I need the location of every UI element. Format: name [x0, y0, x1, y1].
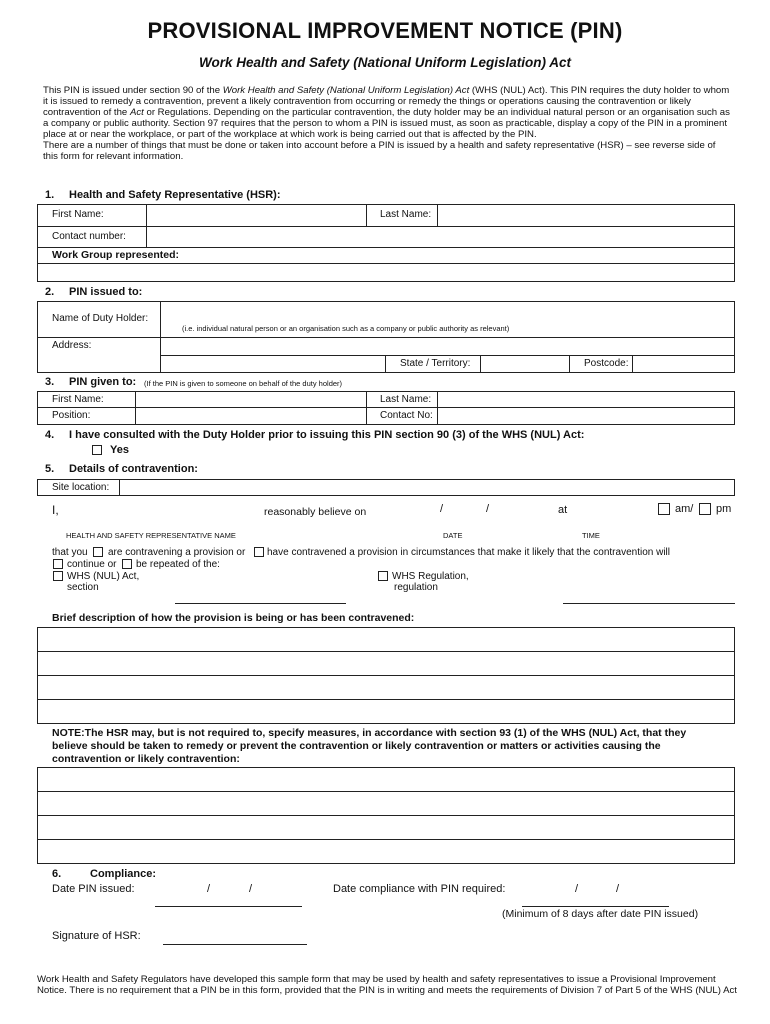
postcode-input[interactable] [633, 356, 734, 372]
state-input[interactable] [481, 356, 568, 372]
whs-regulation-checkbox[interactable] [378, 571, 388, 581]
date-issued-label: Date PIN issued: [52, 883, 135, 895]
brief-description-heading: Brief description of how the provision is being or has been contravened: [52, 612, 415, 624]
position-input[interactable] [136, 408, 365, 424]
contravention-date-input[interactable] [400, 500, 520, 518]
date-slash-1: / [440, 503, 444, 515]
section-2-heading: PIN issued to: [69, 286, 143, 298]
intro-paragraph-1 [43, 85, 733, 140]
divider [385, 355, 386, 373]
hsr-name-caption: HEALTH AND SAFETY REPRESENTATIVE NAME [66, 531, 236, 540]
duty-holder-input[interactable] [161, 302, 734, 322]
site-location-input[interactable] [120, 480, 734, 495]
page-title: PROVISIONAL IMPROVEMENT NOTICE (PIN) [147, 18, 623, 43]
issued-slash-2: / [249, 883, 253, 895]
given-first-name-input[interactable] [136, 392, 365, 406]
divider [366, 204, 367, 226]
reasonably-believe-label: reasonably believe on [264, 506, 367, 518]
hsr-contact-number-input[interactable] [147, 227, 734, 246]
work-group-input[interactable] [38, 264, 734, 281]
section-4-heading: I have consulted with the Duty Holder prior to issuing this PIN section 90 (3) of the WHS (NUL) Act: [69, 429, 585, 441]
section-5-number: 5. [45, 463, 55, 475]
footer-text: Work Health and Safety Regulators have developed this sample form that may be used by health and safety representatives to issue a Provisional Improvement Notice. There is no requirement that a PIN be in this form, provided that the PIN is in writing and meets the requirements of Division 7 of Part 5 of the WHS (NUL) Act [37, 974, 737, 996]
site-location-label: Site location: [52, 482, 110, 493]
postcode-label: Postcode: [584, 358, 629, 369]
required-slash-1: / [575, 883, 579, 895]
issued-slash-1: / [207, 883, 211, 895]
consulted-yes-checkbox[interactable] [92, 445, 102, 455]
given-first-name-label: First Name: [52, 394, 104, 405]
at-label: at [558, 504, 568, 516]
date-slash-2: / [486, 503, 490, 515]
hsr-first-name-input[interactable] [147, 205, 365, 225]
position-label: Position: [52, 410, 91, 421]
address-input[interactable] [161, 338, 734, 354]
divider [37, 699, 735, 700]
pm-checkbox[interactable] [699, 503, 711, 515]
intro-act-name: Work Health and Safety (National Uniform Legislation) Act [222, 85, 470, 96]
continue-label: continue or [67, 559, 117, 570]
section-3-hint: (If the PIN is given to someone on behalf of the duty holder) [144, 379, 343, 388]
divider [366, 391, 367, 425]
state-label: State / Territory: [400, 358, 471, 369]
section-6-heading: Compliance: [90, 868, 157, 880]
section-6-number: 6. [52, 868, 62, 880]
i-label: I, [52, 503, 59, 517]
section-label: section [67, 582, 99, 593]
pm-label: pm [716, 503, 732, 515]
required-slash-2: / [616, 883, 620, 895]
intro-act-word: Act [129, 107, 144, 118]
section-3-heading: PIN given to: [69, 376, 137, 388]
that-you-label: that you [52, 547, 88, 558]
section-1-number: 1. [45, 189, 55, 201]
note-text: NOTE:The HSR may, but is not required to, specify measures, in accordance with section 93 (1) of the WHS (NUL) Act, that they believe should be taken to remedy or prevent the contravention or likely contravention or matters or activities causing the contravention or likely contravention: [52, 727, 687, 765]
intro-paragraph-2: There are a number of things that must be done or taken into account before a PIN is issued by a health and safety representative (HSR) – see reverse side of this form for relevant information. [43, 140, 716, 162]
address-label: Address: [52, 340, 92, 351]
page-subtitle: Work Health and Safety (National Uniform Legislation) Act [198, 55, 572, 70]
time-caption: TIME [582, 531, 600, 540]
have-contravened-label: have contravened a provision in circumstances that make it likely that the contravention will [267, 547, 670, 558]
divider [37, 791, 735, 792]
date-caption: DATE [443, 531, 463, 540]
divider [569, 355, 570, 373]
minimum-days-note: (Minimum of 8 days after date PIN issued) [502, 908, 699, 920]
section-4-number: 4. [45, 429, 55, 441]
whs-act-checkbox[interactable] [53, 571, 63, 581]
consulted-yes-label: Yes [110, 444, 129, 456]
hsr-last-name-input[interactable] [438, 205, 734, 225]
section-number-line[interactable] [175, 603, 346, 604]
divider [37, 839, 735, 840]
given-last-name-input[interactable] [438, 392, 734, 406]
section-1-heading: Health and Safety Representative (HSR): [69, 189, 281, 201]
intro-text-a: This PIN is issued under section 90 of the [43, 85, 223, 96]
divider [37, 651, 735, 652]
hsr-first-name-label: First Name: [52, 209, 104, 220]
am-label: am/ [675, 503, 694, 515]
given-last-name-label: Last Name: [380, 394, 432, 405]
hsr-last-name-label: Last Name: [380, 209, 432, 220]
whs-act-label: WHS (NUL) Act, [67, 571, 140, 582]
am-checkbox[interactable] [658, 503, 670, 515]
have-contravened-checkbox[interactable] [254, 547, 264, 557]
duty-holder-hint: (i.e. individual natural person or an organisation such as a company or public authority as relevant) [182, 324, 510, 333]
section-3-number: 3. [45, 376, 55, 388]
hsr-name-input[interactable] [64, 500, 254, 518]
intro-text [43, 85, 733, 162]
be-repeated-checkbox[interactable] [122, 559, 132, 569]
intro-text-b: (WHS (NUL) Act). This PIN requires the duty holder to whom it is issued to remedy a contravention, prevent a likely contravention from occurring or remedy the things or operations causing the contravention or likely contravention of the [43, 85, 730, 118]
date-issued-line[interactable] [155, 906, 302, 907]
hsr-contact-number-label: Contact number: [52, 231, 126, 242]
divider [37, 815, 735, 816]
are-contravening-checkbox[interactable] [93, 547, 103, 557]
date-required-label: Date compliance with PIN required: [333, 883, 506, 895]
continue-checkbox[interactable] [53, 559, 63, 569]
divider [37, 675, 735, 676]
regulation-number-line[interactable] [563, 603, 735, 604]
work-group-label: Work Group represented: [52, 249, 179, 261]
contact-no-label: Contact No: [380, 410, 433, 421]
divider [37, 247, 735, 248]
intro-text-c: or Regulations. Depending on the particular contravention, the duty holder may be an individual natural person or an organisation such as a company or public authority. Section 97 requires that the person to whom a PIN is issued must, as soon as practicable, display a copy of the PIN in a prominent place at or near the workplace, or part of the workplace at which work is being carried out that is affected by the PIN. [43, 107, 730, 140]
signature-line[interactable] [163, 944, 307, 945]
signature-label: Signature of HSR: [52, 930, 141, 942]
whs-regulation-label: WHS Regulation, [392, 571, 469, 582]
are-contravening-label: are contravening a provision or [108, 547, 246, 558]
contravention-time-input[interactable] [575, 500, 650, 518]
contact-no-input[interactable] [438, 408, 734, 424]
be-repeated-label: be repeated of the: [136, 559, 220, 570]
date-required-line[interactable] [522, 906, 669, 907]
regulation-label: regulation [394, 582, 438, 593]
section-2-number: 2. [45, 286, 55, 298]
duty-holder-label: Name of Duty Holder: [52, 313, 149, 324]
section-5-heading: Details of contravention: [69, 463, 198, 475]
